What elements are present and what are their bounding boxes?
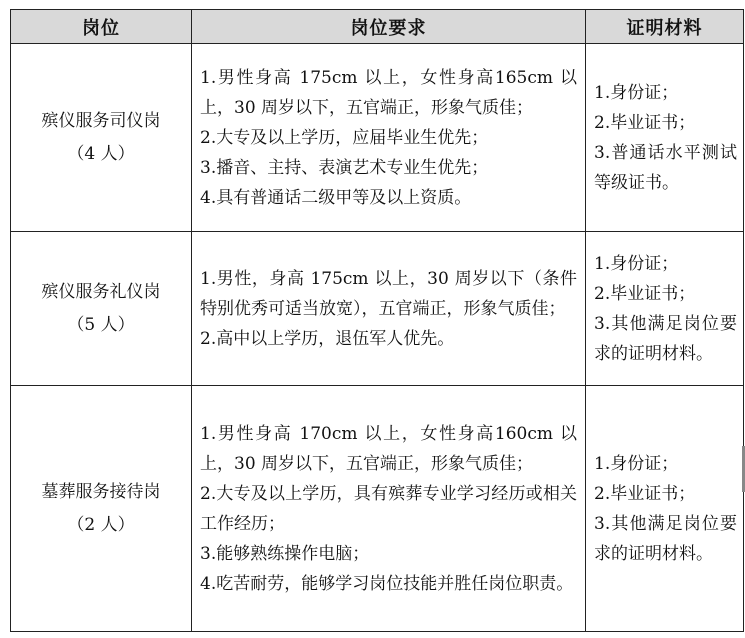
position-count: （2 人） (67, 514, 135, 535)
header-materials: 证明材料 (586, 10, 744, 44)
requirements-cell (192, 44, 586, 232)
table-row (11, 386, 744, 632)
material-item: 2.毕业证书； (594, 283, 696, 304)
material-item: 1.身份证； (594, 253, 679, 274)
requirement-item: 3.能够熟练操作电脑； (200, 543, 370, 564)
material-item: 2.毕业证书； (594, 483, 696, 504)
requirement-item: 1.男性身高 170cm 以上，女性身高160cm 以上，30 周岁以下，五官端正，形象气质佳； (200, 423, 577, 474)
table-header-row (11, 10, 744, 44)
materials-cell (586, 44, 744, 232)
table-row (11, 44, 744, 232)
material-item: 1.身份证； (594, 82, 679, 103)
position-count: （5 人） (67, 314, 135, 335)
position-cell (11, 386, 192, 632)
position-name: 墓葬服务接待岗 (41, 481, 161, 502)
material-item: 3.其他满足岗位要求的证明材料。 (594, 313, 737, 364)
position-name: 殡仪服务礼仪岗 (41, 281, 161, 302)
position-count: （4 人） (67, 143, 135, 164)
position-name: 殡仪服务司仪岗 (41, 110, 161, 131)
materials-cell (586, 232, 744, 386)
position-cell (11, 232, 192, 386)
requirement-item: 4.吃苦耐劳，能够学习岗位技能并胜任岗位职责。 (200, 573, 574, 594)
header-position: 岗位 (11, 10, 192, 44)
requirement-item: 1.男性，身高 175cm 以上，30 周岁以下（条件特别优秀可适当放宽），五官端正，形象气质佳； (200, 268, 577, 319)
material-item: 3.普通话水平测试等级证书。 (594, 142, 737, 193)
requirements-cell (192, 386, 586, 632)
materials-cell (586, 386, 744, 632)
header-requirements: 岗位要求 (192, 10, 586, 44)
requirement-item: 2.高中以上学历，退伍军人优先。 (200, 328, 455, 349)
table-row (11, 232, 744, 386)
recruitment-table (10, 9, 744, 632)
requirement-item: 3.播音、主持、表演艺术专业生优先； (200, 157, 489, 178)
material-item: 3.其他满足岗位要求的证明材料。 (594, 513, 737, 564)
requirement-item: 2.大专及以上学历，应届毕业生优先； (200, 127, 489, 148)
requirement-item: 2.大专及以上学历，具有殡葬专业学习经历或相关工作经历； (200, 483, 577, 534)
requirement-item: 4.具有普通话二级甲等及以上资质。 (200, 187, 472, 208)
material-item: 1.身份证； (594, 453, 679, 474)
requirements-cell (192, 232, 586, 386)
material-item: 2.毕业证书； (594, 112, 696, 133)
recruitment-table-frame (10, 9, 743, 632)
position-cell (11, 44, 192, 232)
requirement-item: 1.男性身高 175cm 以上，女性身高165cm 以上，30 周岁以下，五官端正，形象气质佳； (200, 67, 577, 118)
